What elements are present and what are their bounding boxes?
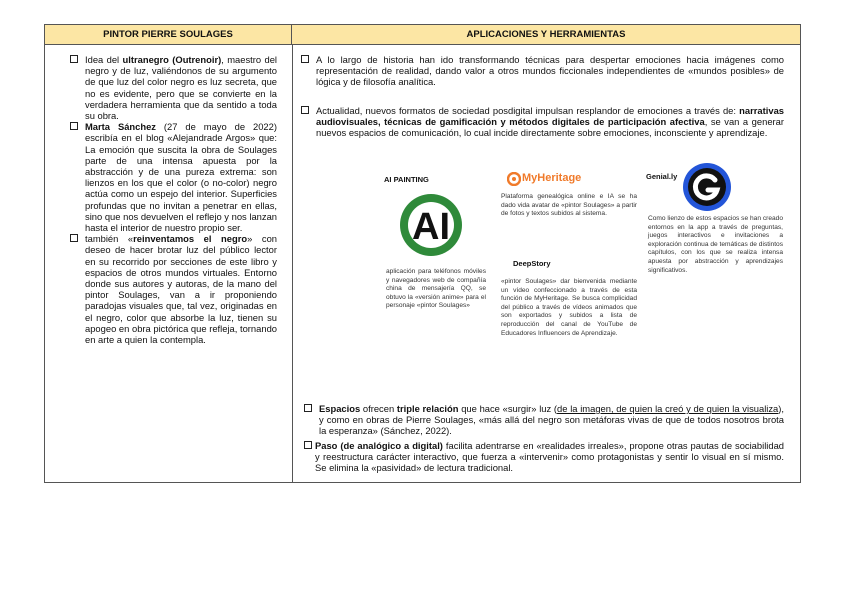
right-para-3: Espacios ofrecen triple relación que hace «surgir» luz (de la imagen, de quien la creó y de quien la visualiza), y como en obras de Pierre Soulages, «más allá del negro son metáforas vivas de que de todos nosotros brota la esperanza» (Sánchez, 2022).: [303, 403, 784, 437]
deepstory-title: DeepStory: [513, 259, 551, 268]
myheritage-logo-icon: [507, 172, 521, 186]
left-item-3: también «reinventamos el negro» con deseo de hacer brotar luz del público lector en su recorrido por secciones de este libro y espacios de otros mundos virtuales. Entorno donde sus autores y autoras, de la mano del pintor Soulages, van a ir proponiendo paradojas visuales que, tal vez, originadas en el negro, color que absorbe la luz, tienen su apogeo en obra pictórica que refleja, tornando en arte a quien la contempla.: [69, 233, 277, 345]
right-para-1: A lo largo de historia han ido transformando técnicas para despertar emociones hacia imágenes como representación de realidad, dando valor a otros mundos ficcionales independientes de «mundos posibles» de lógica y de filosofía analítica.: [300, 54, 784, 88]
ai-painting-desc: aplicación para teléfonos móviles y navegadores web de compañía china de mensajería QQ, se obtuvo la «versión anime» para el personaje «pintor Soulages»: [386, 268, 486, 310]
genially-desc: Como lienzo de estos espacios se han creado entornos en la app a través de preguntas, juegos interactivos e invitaciones a exploración continua de temáticas de distintos capítulos, con los que se realiza intensa apuesta por abstracción y aprendizajes significativos.: [648, 215, 783, 274]
ai-painting-logo-icon: [399, 193, 463, 257]
header-left: PINTOR PIERRE SOULAGES: [45, 25, 292, 45]
right-para-2: Actualidad, nuevos formatos de sociedad posdigital impulsan resplandor de emociones a través de: narrativas audiovisuales, técnicas de gamificación y métodos digitales de participación afectiva, se van a generar nuevos espacios de comunicación, lo cual incide directamente sobre emociones, inconsciente y aprendizaje.: [300, 105, 784, 139]
left-item-2: Marta Sánchez (27 de mayo de 2022) escribía en el blog «Alejandrade Argos» que: La emoción que suscita la obra de Soulages parte de una intensa apuesta por la abstracción y de una pureza extrema: son lienzos en los que el color (o no-color) negro actúa como un espejo del interior. Superficies profundas que no invitan a penetrar en ellas, sino que nos devuelven el reflejo y nos lanzan hasta el interior de nuestro propio ser.: [69, 121, 277, 233]
myheritage-desc: Plataforma genealógica online e IA se ha dado vida avatar de «pintor Soulages» a partir de fotos y textos subidos al sistema.: [501, 193, 637, 218]
checkbox-icon: [70, 55, 78, 63]
header-right: APLICACIONES Y HERRAMIENTAS: [292, 25, 800, 45]
ai-painting-title: AI PAINTING: [384, 175, 429, 184]
genially-logo-icon: [682, 162, 732, 212]
genially-title: Genial.ly: [646, 172, 678, 181]
checkbox-icon: [304, 441, 312, 449]
myheritage-title: MyHeritage: [522, 172, 582, 184]
checkbox-icon: [304, 404, 312, 412]
right-para-4: Paso (de analógico a digital) facilita adentrarse en «realidades irreales», propone otras pautas de sociabilidad y reestructura carácter interactivo, que fuerza a «intervenir» como protagonistas y sentir lo visual en sí mismo. Se elimina la «pasividad» de lectura tradicional.: [303, 440, 784, 474]
checkbox-icon: [301, 106, 309, 114]
deepstory-desc: «pintor Soulages» dar bienvenida mediante un vídeo confeccionado a través de esta función de MyHeritage. Se busca complicidad del público a través de vídeos animados que son exportados y subidos a lista de reproducción del canal de YouTube de Educadores Influencers de Aprendizaje.: [501, 278, 637, 337]
checkbox-icon: [301, 55, 309, 63]
column-divider: [292, 45, 293, 482]
left-item-1: Idea del ultranegro (Outrenoir), maestro del negro y de luz, valiéndonos de su argumento de que luz del color negro es luz secreta, que no es evidente, pero que se convierte en la verdadera herramienta que da sentido a toda su obra.: [69, 54, 277, 121]
content-table: [44, 24, 801, 483]
left-column: [69, 54, 277, 345]
checkbox-icon: [70, 234, 78, 242]
checkbox-icon: [70, 122, 78, 130]
ai-logo-letters: AI: [412, 206, 450, 248]
